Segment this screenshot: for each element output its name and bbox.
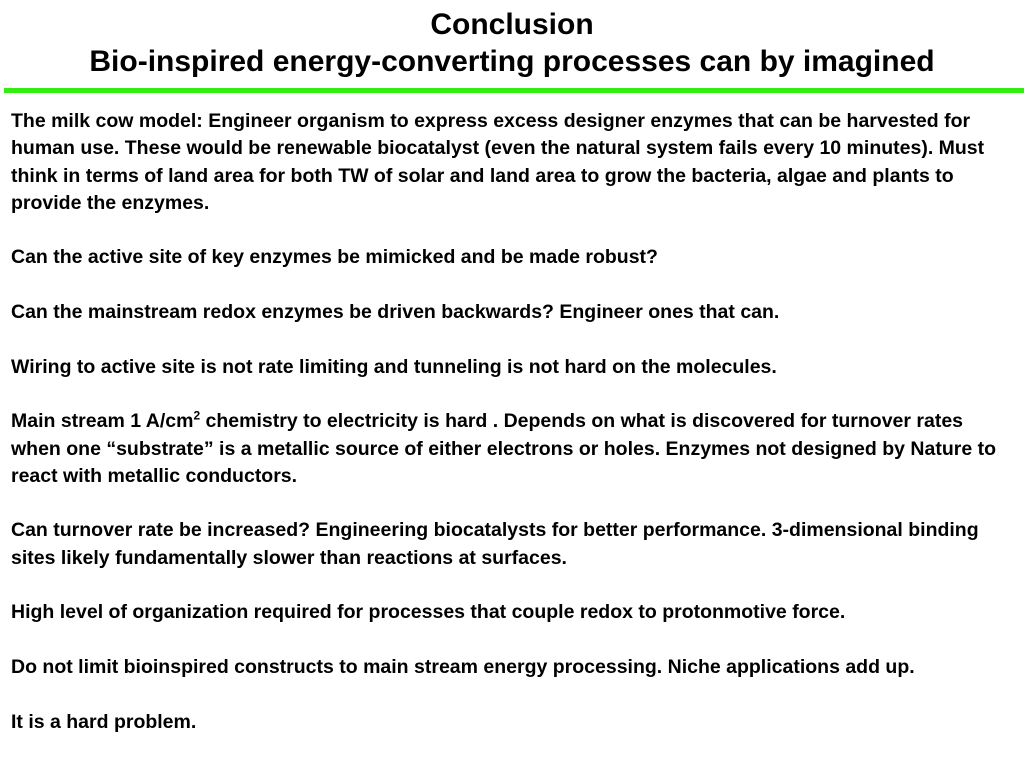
paragraph-turnover-rate: Can turnover rate be increased? Engineering biocatalysts for better performance. 3-dimensional binding sites likely fundamentally slower than reactions at surfaces. <box>11 519 979 569</box>
main-stream-text-start: Main stream 1 A/cm <box>11 410 194 433</box>
slide-body <box>11 108 1001 736</box>
paragraph-active-site: Can the active site of key enzymes be mimicked and be made robust? <box>11 246 658 269</box>
title-line-2: Bio-inspired energy-converting processes can by imagined <box>89 45 935 78</box>
main-stream-text-end: chemistry to electricity is hard . Depends on what is discovered for turnover rates when one “substrate” is a metallic source of either electrons or holes. Enzymes not designed by Nature to react with metallic conductors. <box>11 410 996 487</box>
title-line-1: Conclusion <box>430 8 594 41</box>
paragraph-organization: High level of organization required for processes that couple redox to protonmotive force. <box>11 601 846 624</box>
paragraph-hard-problem: It is a hard problem. <box>11 710 197 733</box>
paragraph-milk-cow-model: The milk cow model: Engineer organism to express excess designer enzymes that can be harvested for human use. These would be renewable biocatalyst (even the natural system fails every 10 minutes). Must think in terms of land area for both TW of solar and land area to grow the bacteria, algae and plants to provide the enzymes. <box>11 110 985 214</box>
slide-title <box>0 6 1024 80</box>
title-divider <box>4 88 1024 93</box>
paragraph-wiring: Wiring to active site is not rate limiting and tunneling is not hard on the molecules. <box>11 355 777 378</box>
superscript-2: 2 <box>193 408 201 423</box>
paragraph-redox-enzymes: Can the mainstream redox enzymes be driven backwards? Engineer ones that can. <box>11 301 780 324</box>
paragraph-main-stream <box>11 408 1001 490</box>
paragraph-niche-applications: Do not limit bioinspired constructs to main stream energy processing. Niche applications add up. <box>11 655 915 678</box>
